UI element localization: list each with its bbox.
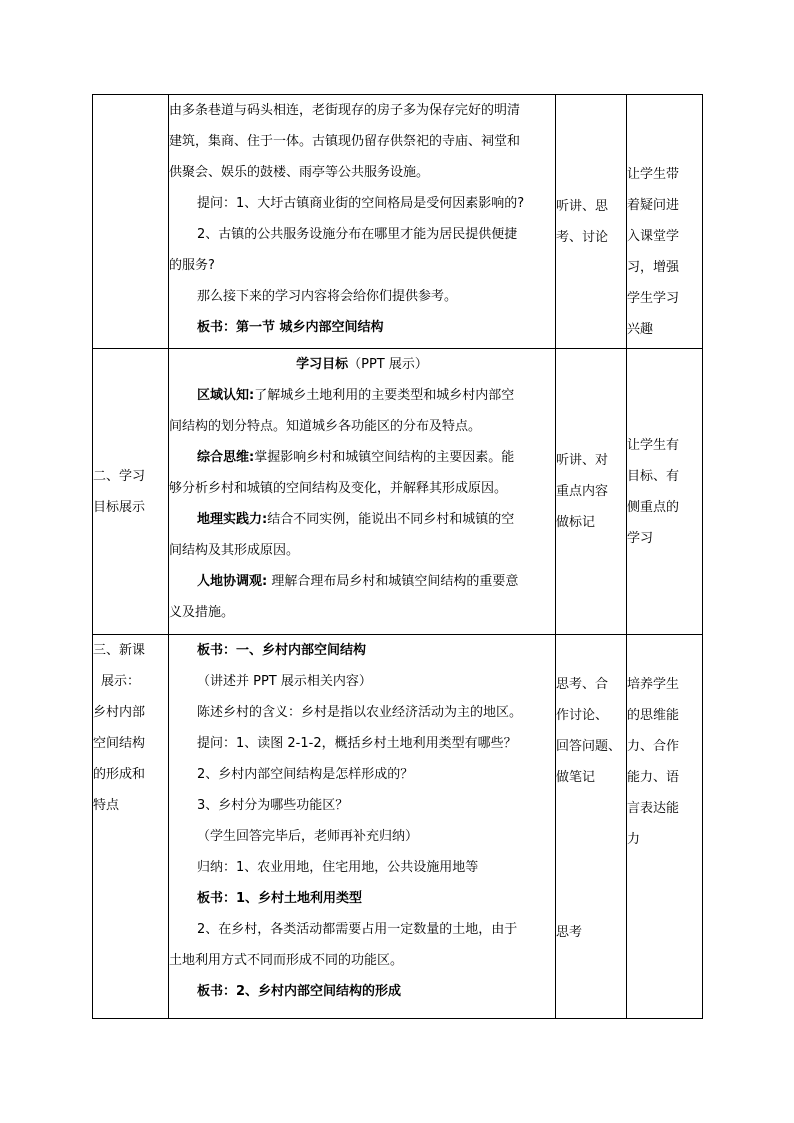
content-line: 由多条巷道与码头相连，老街现存的房子多为保存完好的明清 bbox=[169, 103, 521, 118]
purpose-cell bbox=[627, 635, 703, 1019]
objective-line: 综合思维:掌握影响乡村和城镇空间结构的主要因素。能 bbox=[197, 450, 515, 465]
lesson-plan-table bbox=[92, 94, 703, 1019]
purpose-line: 着疑问进 bbox=[627, 198, 680, 213]
purpose-cell bbox=[627, 349, 703, 635]
objective-line: 间结构的划分特点。知道城乡各功能区的分布及特点。 bbox=[169, 419, 482, 434]
activity-line: 思考、合 bbox=[556, 677, 609, 692]
table-row bbox=[93, 349, 703, 635]
objective-line: 间结构及其形成原因。 bbox=[169, 543, 300, 558]
activity-line: 重点内容 bbox=[556, 484, 609, 499]
activity-cell bbox=[556, 95, 627, 349]
purpose-line: 学生学习 bbox=[627, 291, 680, 306]
purpose-line: 习，增强 bbox=[627, 260, 680, 275]
objective-label: 综合思维: bbox=[197, 450, 255, 465]
question-line: 提问：1、大圩古镇商业街的空间格局是受何因素影响的? bbox=[197, 196, 525, 211]
objective-label: 人地协调观: bbox=[197, 574, 268, 589]
content-cell bbox=[169, 635, 556, 1019]
activity-line: 回答问题、 bbox=[556, 739, 622, 754]
purpose-line: 力 bbox=[627, 832, 641, 847]
purpose-line: 培养学生 bbox=[627, 677, 680, 692]
objectives-title: 学习目标（PPT 展示） bbox=[296, 357, 428, 372]
purpose-line: 让学生带 bbox=[627, 167, 680, 182]
purpose-line: 学习 bbox=[627, 530, 654, 546]
content-cell bbox=[169, 95, 556, 349]
objective-line: 义及措施。 bbox=[169, 605, 235, 620]
activity-line: 作讨论、 bbox=[556, 708, 609, 723]
section-cell bbox=[93, 95, 169, 349]
objective-line: 人地协调观: 理解合理布局乡村和城镇空间结构的重要意 bbox=[197, 574, 519, 589]
purpose-line: 入课堂学 bbox=[627, 229, 680, 244]
objective-line: 区域认知:了解城乡土地利用的主要类型和城乡村内部空 bbox=[197, 388, 515, 403]
table-row bbox=[93, 635, 703, 1019]
purpose-line: 目标、有 bbox=[627, 468, 680, 484]
board-note: 板书：一、乡村内部空间结构 bbox=[197, 643, 367, 658]
question-line: 2、乡村内部空间结构是怎样形成的？ bbox=[197, 767, 414, 782]
content-line: 土地利用方式不同而形成不同的功能区。 bbox=[169, 953, 404, 968]
activity-line: 思考 bbox=[556, 925, 583, 940]
purpose-line: 让学生有 bbox=[627, 437, 680, 453]
section-label: 的形成和 bbox=[93, 767, 146, 782]
content-line: 陈述乡村的含义：乡村是指以农业经济活动为主的地区。 bbox=[197, 705, 523, 720]
objective-line: 地理实践力:结合不同实例，能说出不同乡村和城镇的空 bbox=[197, 512, 515, 527]
board-note: 板书：1、乡村土地利用类型 bbox=[197, 891, 363, 906]
purpose-line: 能力、语 bbox=[627, 770, 680, 785]
section-cell bbox=[93, 635, 169, 1019]
board-note: 板书：2、乡村内部空间结构的形成 bbox=[197, 984, 402, 999]
purpose-line: 兴趣 bbox=[627, 322, 654, 337]
content-line: 建筑，集商、住于一体。古镇现仍留存供祭祀的寺庙、祠堂和 bbox=[169, 134, 521, 149]
content-line: 那么接下来的学习内容将会给你们提供参考。 bbox=[197, 289, 458, 304]
section-label: 目标展示 bbox=[93, 499, 146, 515]
purpose-line: 力、合作 bbox=[627, 739, 680, 754]
content-line: 2、在乡村，各类活动都需要占用一定数量的土地，由于 bbox=[197, 922, 518, 937]
content-line: 供聚会、娱乐的鼓楼、雨亭等公共服务设施。 bbox=[169, 165, 430, 180]
activity-line: 听讲、思 bbox=[556, 198, 609, 214]
section-cell bbox=[93, 349, 169, 635]
activity-cell bbox=[556, 635, 627, 1019]
question-line: 提问：1、读图 2-1-2，概括乡村土地利用类型有哪些？ bbox=[197, 736, 517, 751]
section-label: 空间结构 bbox=[93, 736, 146, 751]
activity-line: 做笔记 bbox=[556, 770, 596, 785]
board-note: 板书：第一节 城乡内部空间结构 bbox=[197, 320, 384, 335]
content-cell bbox=[169, 349, 556, 635]
content-line: （讲述并 PPT 展示相关内容） bbox=[197, 674, 372, 689]
section-label: 特点 bbox=[93, 798, 120, 813]
activity-line: 听讲、对 bbox=[556, 453, 609, 468]
question-line: 3、乡村分为哪些功能区？ bbox=[197, 798, 349, 813]
section-label: 乡村内部 bbox=[93, 705, 146, 720]
section-label: 三、新课 bbox=[93, 643, 146, 658]
objective-line: 够分析乡村和城镇的空间结构及变化，并解释其形成原因。 bbox=[169, 481, 508, 496]
content-line: 归纳：1、农业用地，住宅用地，公共设施用地等 bbox=[197, 860, 479, 875]
activity-line: 考、讨论 bbox=[556, 229, 609, 245]
purpose-line: 言表达能 bbox=[627, 801, 680, 816]
table-row bbox=[93, 95, 703, 349]
question-line: 的服务? bbox=[169, 258, 215, 273]
objective-label: 区域认知: bbox=[197, 388, 255, 403]
content-line: （学生回答完毕后，老师再补充归纳） bbox=[197, 829, 419, 844]
purpose-line: 侧重点的 bbox=[627, 499, 680, 515]
objective-label: 地理实践力: bbox=[197, 512, 268, 527]
purpose-line: 的思维能 bbox=[627, 708, 680, 723]
question-line: 2、古镇的公共服务设施分布在哪里才能为居民提供便捷 bbox=[197, 227, 518, 242]
activity-cell bbox=[556, 349, 627, 635]
activity-line: 做标记 bbox=[556, 515, 596, 530]
section-label: 展示： bbox=[101, 674, 141, 689]
purpose-cell bbox=[627, 95, 703, 349]
section-label: 二、学习 bbox=[93, 468, 146, 484]
